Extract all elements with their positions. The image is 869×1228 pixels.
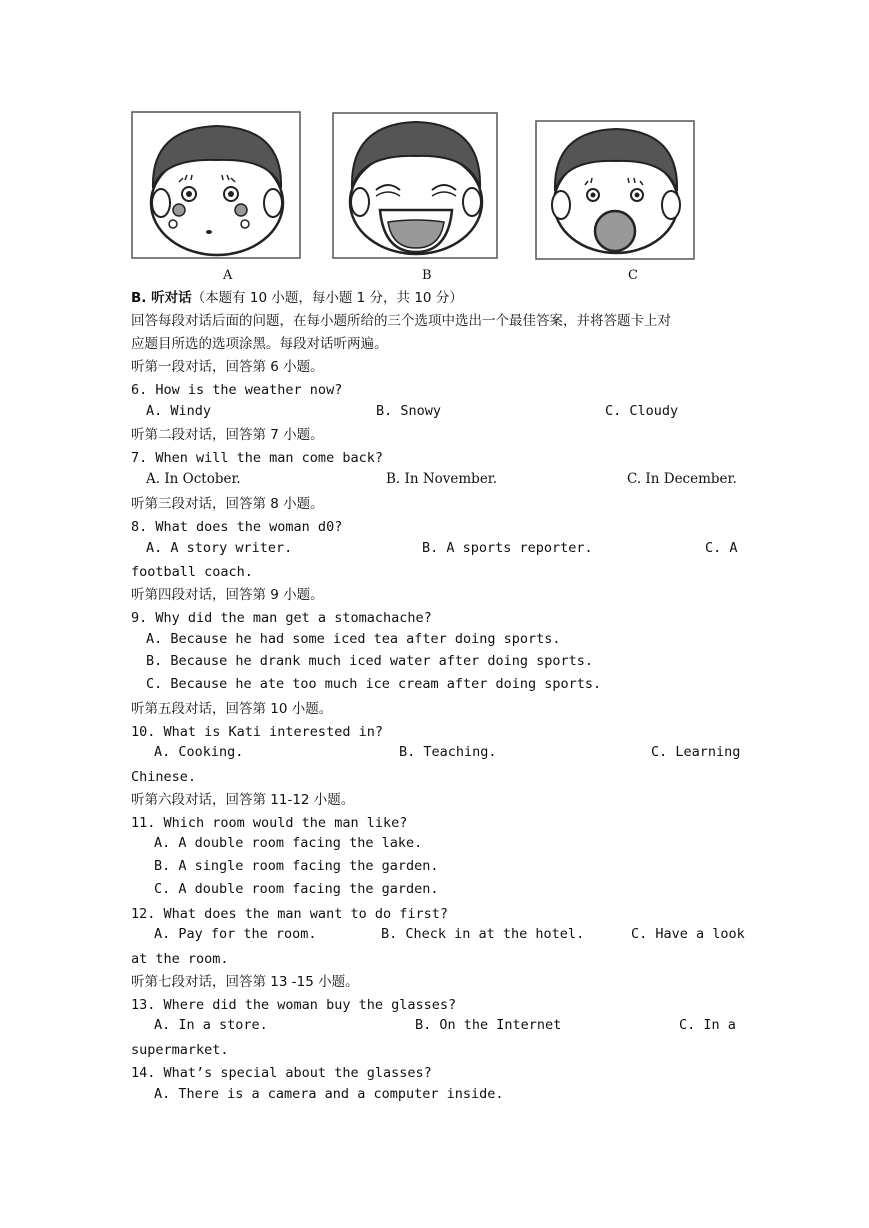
face-label-a: A (223, 268, 233, 283)
q6-option-c: C. Cloudy (605, 403, 679, 419)
faces-row (131, 108, 701, 293)
q13-option-c: C. In a (679, 1017, 736, 1033)
dialogue-5-heading: 听第五段对话，回答第 10 小题。 (131, 701, 333, 717)
question-13: 13. Where did the woman buy the glasses? (131, 997, 457, 1013)
q11-option-a: A. A double room facing the lake. (154, 835, 423, 851)
q6-option-b: B. Snowy (376, 403, 442, 419)
dialogue-3-heading: 听第三段对话，回答第 8 小题。 (131, 496, 324, 512)
face-label-c: C (628, 268, 638, 283)
q11-option-c: C. A double room facing the garden. (154, 881, 439, 897)
q13-option-b: B. On the Internet (415, 1017, 562, 1033)
section-b-header (131, 288, 463, 308)
dialogue-1-heading: 听第一段对话，回答第 6 小题。 (131, 359, 324, 375)
question-8: 8. What does the woman d0? (131, 519, 343, 535)
face-label-b: B (422, 268, 432, 283)
section-b-title: B. 听对话 (131, 290, 192, 306)
q8-option-c: C. A (705, 540, 738, 556)
q13-option-a: A. In a store. (154, 1017, 268, 1033)
instruction-line-1: 回答每段对话后面的问题，在每小题所给的三个选项中选出一个最佳答案，并将答题卡上对 (131, 313, 671, 329)
laughing-face-icon (332, 110, 500, 260)
q10-option-b: B. Teaching. (399, 744, 497, 760)
q11-option-b: B. A single room facing the garden. (154, 858, 439, 874)
instruction-line-2: 应题目所选的选项涂黑。每段对话听两遍。 (131, 336, 388, 352)
q13-option-c-continued: supermarket. (131, 1042, 229, 1058)
question-12: 12. What does the man want to do first? (131, 906, 448, 922)
q9-option-c: C. Because he ate too much ice cream after doing sports. (146, 676, 602, 692)
q12-option-b: B. Check in at the hotel. (381, 926, 585, 942)
q12-option-c-continued: at the room. (131, 951, 229, 967)
crying-face-icon (131, 108, 303, 260)
q9-option-a: A. Because he had some iced tea after doing sports. (146, 631, 561, 647)
surprised-face-icon (535, 119, 697, 261)
q9-option-b: B. Because he drank much iced water after doing sports. (146, 653, 594, 669)
q10-option-c-continued: Chinese. (131, 769, 197, 785)
q8-option-a: A. A story writer. (146, 540, 293, 556)
question-14: 14. What’s special about the glasses? (131, 1065, 432, 1081)
q8-option-c-continued: football coach. (131, 564, 253, 580)
q7-option-b: B. In November. (386, 471, 498, 487)
question-11: 11. Which room would the man like? (131, 815, 408, 831)
q6-option-a: A. Windy (146, 403, 212, 419)
dialogue-6-heading: 听第六段对话，回答第 11-12 小题。 (131, 792, 355, 808)
q10-option-a: A. Cooking. (154, 744, 244, 760)
question-7: 7. When will the man come back? (131, 450, 383, 466)
question-10: 10. What is Kati interested in? (131, 724, 383, 740)
q10-option-c: C. Learning (651, 744, 741, 760)
q12-option-c: C. Have a look (631, 926, 745, 942)
q7-option-c: C. In December. (627, 471, 737, 487)
q7-option-a: A. In October. (146, 471, 241, 487)
question-9: 9. Why did the man get a stomachache? (131, 610, 432, 626)
dialogue-4-heading: 听第四段对话，回答第 9 小题。 (131, 587, 324, 603)
section-b-note: （本题有 10 小题，每小题 1 分，共 10 分） (191, 290, 463, 306)
q8-option-b: B. A sports reporter. (422, 540, 593, 556)
dialogue-2-heading: 听第二段对话，回答第 7 小题。 (131, 427, 324, 443)
dialogue-7-heading: 听第七段对话，回答第 13 -15 小题。 (131, 974, 359, 990)
q14-option-a: A. There is a camera and a computer inside. (154, 1086, 504, 1102)
q12-option-a: A. Pay for the room. (154, 926, 317, 942)
question-6: 6. How is the weather now? (131, 382, 343, 398)
